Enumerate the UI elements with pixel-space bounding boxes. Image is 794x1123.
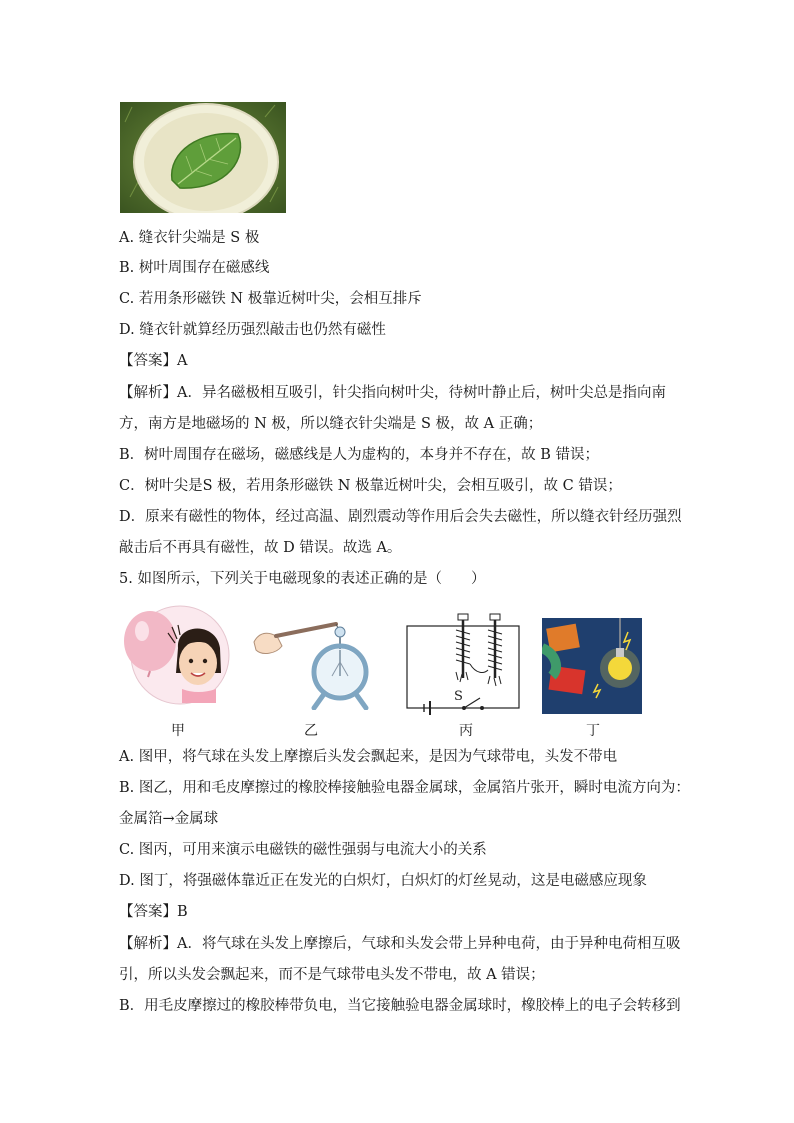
figure-ding-magnet-bulb (542, 618, 642, 714)
figure-yi-electroscope (250, 610, 390, 710)
q4-analysis-line: 【解析】A．异名磁极相互吸引，针尖指向树叶尖，待树叶静止后，树叶尖总是指向南 (119, 385, 666, 401)
q5-option-d: D. 图丁，将强磁体靠近正在发光的白炽灯，白炽灯的灯丝晃动，这是电磁感应现象 (119, 873, 647, 889)
q5-answer: 【答案】B (119, 904, 188, 920)
q5-analysis-line: 引，所以头发会飘起来，而不是气球带电头发不带电，故 A 错误； (119, 967, 545, 983)
q4-option-b: B. 树叶周围存在磁感线 (119, 260, 270, 276)
q4-analysis-line: C．树叶尖是S 极，若用条形磁铁 N 极靠近树叶尖，会相互吸引，故 C 错误； (119, 478, 622, 494)
figure-caption-bing: 丙 (459, 723, 473, 739)
q4-analysis-line: D．原来有磁性的物体，经过高温、剧烈震动等作用后会失去磁性，所以缝衣针经历强烈 (119, 509, 682, 525)
q4-analysis-line: 方，南方是地磁场的 N 极，所以缝衣针尖端是 S 极，故 A 正确； (119, 416, 543, 432)
figure-jia-balloon-girl (120, 603, 238, 705)
q4-answer: 【答案】A (119, 353, 188, 369)
q5-question: 5. 如图所示，下列关于电磁现象的表述正确的是（ ） (119, 571, 486, 587)
q4-analysis-line: 敲击后不再具有磁性，故 D 错误。故选 A。 (119, 540, 402, 556)
switch-label: S (454, 689, 463, 704)
q4-analysis-line: B．树叶周围存在磁场，磁感线是人为虚构的，本身并不存在，故 B 错误； (119, 447, 600, 463)
q4-option-a: A. 缝衣针尖端是 S 极 (119, 230, 260, 246)
leaf-in-water-photo (120, 102, 286, 213)
q5-option-b: B. 图乙，用和毛皮摩擦过的橡胶棒接触验电器金属球，金属箔片张开，瞬时电流方向为： (119, 780, 690, 796)
q4-option-d: D. 缝衣针就算经历强烈敲击也仍然有磁性 (119, 322, 386, 338)
q5-option-a: A. 图甲，将气球在头发上摩擦后头发会飘起来，是因为气球带电，头发不带电 (119, 749, 618, 765)
figure-bing-electromagnet-circuit (404, 610, 524, 715)
q5-option-c: C. 图丙，可用来演示电磁铁的磁性强弱与电流大小的关系 (119, 842, 487, 858)
q5-option-b-continued: 金属箔→金属球 (119, 811, 219, 827)
q5-analysis-line: B．用毛皮摩擦过的橡胶棒带负电，当它接触验电器金属球时，橡胶棒上的电子会转移到 (119, 998, 681, 1014)
figure-caption-yi: 乙 (304, 723, 318, 739)
q4-option-c: C. 若用条形磁铁 N 极靠近树叶尖，会相互排斥 (119, 291, 422, 307)
figure-caption-jia: 甲 (171, 723, 185, 739)
q5-analysis-line: 【解析】A．将气球在头发上摩擦后，气球和头发会带上异种电荷，由于异种电荷相互吸 (119, 936, 681, 952)
figure-caption-ding: 丁 (586, 723, 600, 739)
